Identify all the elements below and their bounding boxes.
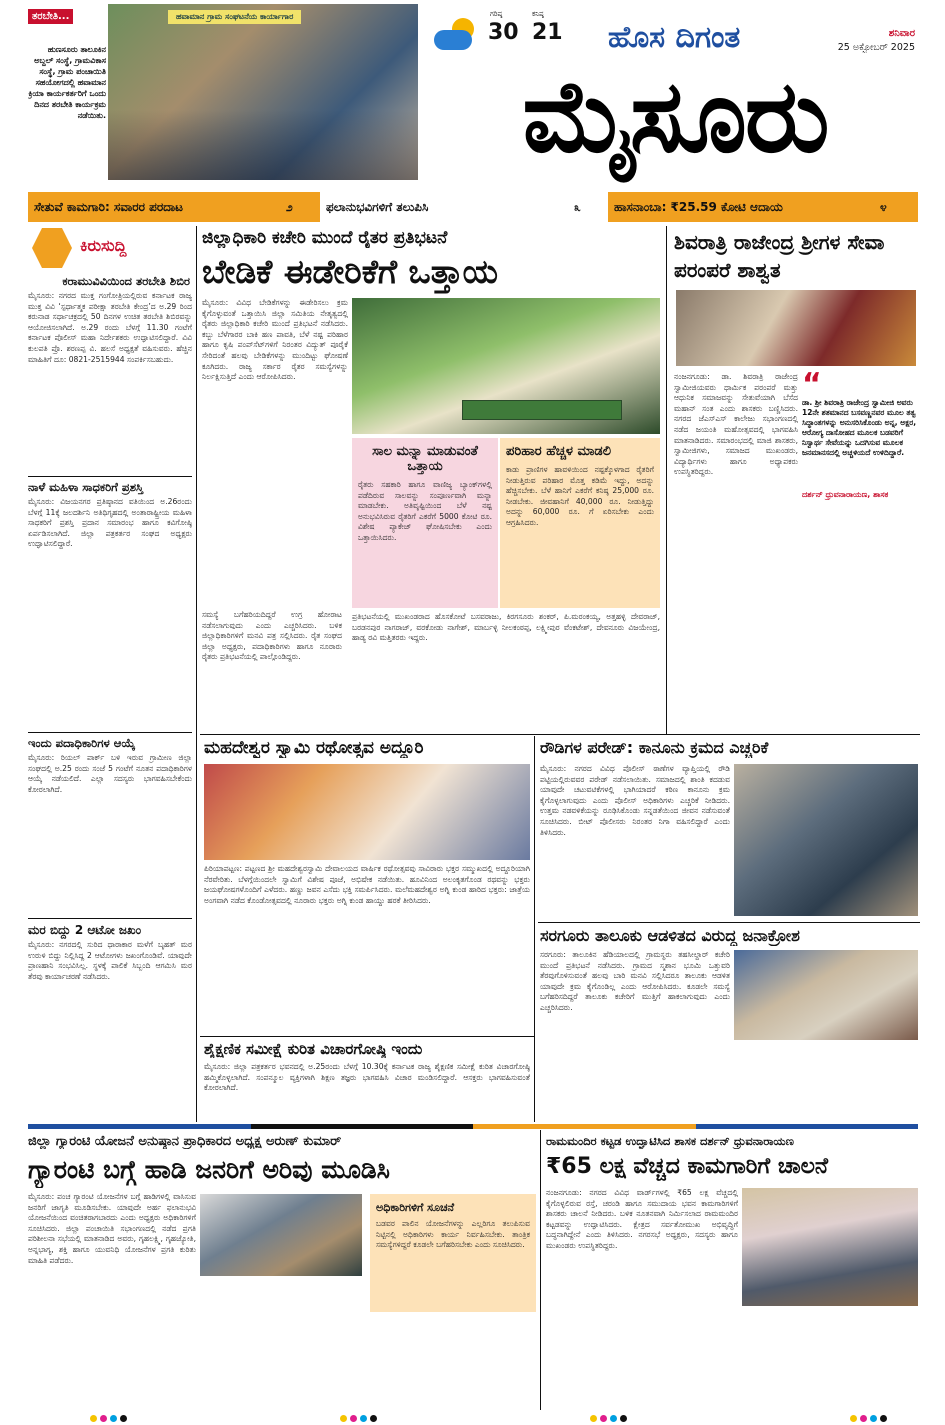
kirusuddi-brand: ಕಿರುಸುದ್ದಿ bbox=[80, 236, 127, 255]
ramamandir-photo bbox=[742, 1188, 918, 1306]
weather-min: 21 bbox=[532, 20, 563, 45]
promo-photo-banner: ಹವಾಮಾನ ಗ್ರಾಮ ಸಂಘಟನೆಯ ಕಾರ್ಯಾಗಾರ bbox=[168, 10, 301, 24]
guarantee-box bbox=[370, 1194, 536, 1312]
lead-box-compensation bbox=[500, 438, 660, 608]
registration-marks-right bbox=[590, 1415, 627, 1422]
lead-box-compensation-head: ಪರಿಹಾರ ಹೆಚ್ಚಳ ಮಾಡಲಿ bbox=[506, 444, 611, 459]
right-top-photo bbox=[676, 290, 916, 366]
kirusuddi-header bbox=[28, 226, 192, 274]
registration-marks-mid bbox=[340, 1415, 377, 1422]
lead-box-compensation-body: ಕಾಡು ಪ್ರಾಣಿಗಳ ಹಾವಳಿಯಿಂದ ನಷ್ಟಕ್ಕೊಳಗಾದ ರೈತರಿಗೆ ನೀಡುತ್ತಿರುವ ಪರಿಹಾರ ಮೊತ್ತ ಕಡಿಮೆ ಇದ್ದು, ಅದನ್ನು ಹೆಚ್ಚಿಸಬೇಕು. ಬೆಳೆ ಹಾನಿಗೆ ಎಕರೆಗೆ ಕನಿಷ್ಠ 25,000 ರೂ. ನೀಡಬೇಕು. ಜೀವಹಾನಿಗೆ 40,000 ರೂ. ನೀಡುತ್ತಿದ್ದು ಅದನ್ನು 60,000 ರೂ. ಗೆ ಏರಿಸಬೇಕು ಎಂದು ಆಗ್ರಹಿಸಿದರು. bbox=[506, 465, 654, 527]
mahadeshwara-body: ಪಿರಿಯಾಪಟ್ಟಣ: ಪಟ್ಟಣದ ಶ್ರೀ ಮಹದೇಶ್ವರಸ್ವಾಮಿ ದೇವಾಲಯದ ವಾರ್ಷಿಕ ರಥೋತ್ಸವವು ಸಾವಿರಾರು ಭಕ್ತರ ಸಮ್ಮುಖದಲ್ಲಿ ಅದ್ದೂರಿಯಾಗಿ ನೆರವೇರಿತು. ಬೆಳಗ್ಗೆಯಿಂದಲೇ ಸ್ವಾಮಿಗೆ ವಿಶೇಷ ಪೂಜೆ, ಅಭಿಷೇಕ ನಡೆಯಿತು. ಹೂವಿನಿಂದ ಅಲಂಕೃತಗೊಂಡ ರಥವನ್ನು ಭಕ್ತರು ಜಯಘೋಷಗಳೊಂದಿಗೆ ಎಳೆದರು. ಹಣ್ಣು ಜವನ ಎಸೆದು ಭಕ್ತಿ ಸಮರ್ಪಿಸಿದರು. ಮಲೆಮಹದೇಶ್ವರ ಅಗ್ನಿ ಕುಂಡ ಹಾರಿದ ಭಕ್ತರು: ಜಾತ್ರೆಯ ಅಂಗವಾಗಿ ನಡೆದ ಕೊಂಡೋತ್ಸವದಲ್ಲಿ ನೂರಾರು ಭಕ್ತರು ಅಗ್ನಿ ಕುಂಡ ಹಾಯ್ದು ಹರಕೆ ತೀರಿಸಿದರು. bbox=[204, 864, 530, 905]
weather-max-label: ಗರಿಷ್ಠ bbox=[490, 10, 503, 18]
right-top-body-cont bbox=[802, 512, 918, 732]
ticker-item-2[interactable]: ಫಲಾನುಭವಿಗಳಿಗೆ ತಲುಪಿಸಿ bbox=[320, 192, 568, 222]
ticker-page-3: ೪ bbox=[880, 200, 887, 214]
rowdy-photo bbox=[734, 764, 918, 916]
promo-block bbox=[28, 4, 106, 184]
ramamandir-kicker: ರಾಮಮಂದಿರ ಕಟ್ಟಡ ಉದ್ಘಾಟಿಸಿದ ಶಾಸಕ ದರ್ಶನ್ ಧ್ರುವನಾರಾಯಣ bbox=[546, 1134, 794, 1148]
lead-body-2: ಸಮಸ್ಯೆ ಬಗೆಹರಿಯದಿದ್ದರೆ ಉಗ್ರ ಹೋರಾಟ ನಡೆಸಲಾಗುವುದು ಎಂದು ಎಚ್ಚರಿಸಿದರು. ಬಳಿಕ ಜಿಲ್ಲಾಧಿಕಾರಿಗಳಿಗೆ ಮನವಿ ಪತ್ರ ಸಲ್ಲಿಸಿದರು. ರೈತ ಸಂಘದ ಜಿಲ್ಲಾ ಅಧ್ಯಕ್ಷರು, ಪದಾಧಿಕಾರಿಗಳು ಹಾಗೂ ನೂರಾರು ರೈತರು ಪ್ರತಿಭಟನೆಯಲ್ಲಿ ಪಾಲ್ಗೊಂಡಿದ್ದರು. bbox=[202, 610, 342, 662]
registration-marks-far bbox=[850, 1415, 887, 1422]
bottom-divider bbox=[28, 1124, 918, 1129]
saragur-body: ಸರಗೂರು: ತಾಲೂಕಿನ ಹೆಡಿಯಾಲದಲ್ಲಿ ಗ್ರಾಮಸ್ಥರು ತಹಸೀಲ್ದಾರ್ ಕಚೇರಿ ಮುಂದೆ ಪ್ರತಿಭಟನೆ ನಡೆಸಿದರು. ಗ್ರಾಮದ ಸ್ಮಶಾನ ಭೂಮಿ ಒತ್ತುವರಿ ತೆರವುಗೊಳಿಸುವಂತೆ ಹಲವು ಬಾರಿ ಮನವಿ ಸಲ್ಲಿಸಿದರೂ ತಾಲೂಕು ಆಡಳಿತ ಯಾವುದೇ ಕ್ರಮ ಕೈಗೊಂಡಿಲ್ಲ ಎಂದು ಆರೋಪಿಸಿದರು. ಕೂಡಲೇ ಸಮಸ್ಯೆ ಬಗೆಹರಿಸದಿದ್ದರೆ ತಾಲೂಕು ಕಚೇರಿಗೆ ಮುತ್ತಿಗೆ ಹಾಕಲಾಗುವುದು ಎಂದು ಎಚ್ಚರಿಸಿದರು. bbox=[540, 950, 730, 1012]
ticker-item-1[interactable]: ಸೇತುವೆ ಕಾಮಗಾರಿ: ಸವಾರರ ಪರದಾಟ bbox=[34, 200, 183, 214]
ramamandir-head: ₹65 ಲಕ್ಷ ವೆಚ್ಚದ ಕಾಮಗಾರಿಗೆ ಚಾಲನೆ bbox=[546, 1154, 828, 1179]
promo-photo bbox=[108, 4, 418, 180]
ticker-page-2: ೩ bbox=[568, 192, 608, 222]
guarantee-body-cont bbox=[200, 1280, 370, 1408]
ramamandir-body: ನಂಜನಗೂಡು: ನಗರದ ವಿವಿಧ ವಾರ್ಡ್‌ಗಳಲ್ಲಿ ₹65 ಲಕ್ಷ ವೆಚ್ಚದಲ್ಲಿ ಕೈಗೊಳ್ಳಲಿರುವ ರಸ್ತೆ, ಚರಂಡಿ ಹಾಗೂ ಸಮುದಾಯ ಭವನ ಕಾಮಗಾರಿಗಳಿಗೆ ಶಾಸಕರು ಚಾಲನೆ ನೀಡಿದರು. ಬಳಿಕ ನೂತನವಾಗಿ ನಿರ್ಮಿಸಲಾದ ರಾಮಮಂದಿರ ಕಟ್ಟಡವನ್ನು ಉದ್ಘಾಟಿಸಿದರು. ಕ್ಷೇತ್ರದ ಸರ್ವತೋಮುಖ ಅಭಿವೃದ್ಧಿಗೆ ಬದ್ಧನಾಗಿದ್ದೇನೆ ಎಂದು ತಿಳಿಸಿದರು. ನಗರಸಭೆ ಅಧ್ಯಕ್ಷರು, ಸದಸ್ಯರು ಹಾಗೂ ಮುಖಂಡರು ಉಪಸ್ಥಿತರಿದ್ದರು. bbox=[546, 1188, 738, 1250]
ticker-page-1: ೨ bbox=[286, 200, 293, 214]
brief-1-head: ಕರಾಮುವಿವಿಯಿಂದ ತರಬೇತಿ ಶಿಬಿರ bbox=[62, 274, 190, 288]
brief-2-head: ನಾಳೆ ಮಹಿಳಾ ಸಾಧಕರಿಗೆ ಪ್ರಶಸ್ತಿ bbox=[28, 480, 144, 494]
brief-4 bbox=[28, 922, 192, 1122]
brief-1-body: ಮೈಸೂರು: ನಗರದ ಮುಕ್ತ ಗಂಗೋತ್ರಿಯಲ್ಲಿರುವ ಕರ್ನಾಟಕ ರಾಜ್ಯ ಮುಕ್ತ ವಿವಿ ‘ಸ್ಪರ್ಧಾತ್ಮಕ ಪರೀಕ್ಷಾ ತರಬೇತಿ ಕೇಂದ್ರ’ದ ಅ.29 ರಿಂದ ಕರುನಾಡ ಸರ್ಧಾಚಕ್ರದಲ್ಲಿ 50 ದಿನಗಳ ಉಚಿತ ತರಬೇತಿ ಶಿಬಿರವನ್ನು ಆಯೋಜಿಸಲಾಗಿದೆ. ಅ.29 ರಂದು ಬೆಳಗ್ಗೆ 11.30 ಗಂಟೆಗೆ ಕರ್ನಾಟಕ ಪೊಲೀಸ್ ಮಹಾ ನಿರ್ದೇಶಕರು ಉದ್ಘಾಟಿಸಲಿದ್ದಾರೆ. ವಿವಿ ಕುಲಪತಿ ಪ್ರೊ. ಶರಣಪ್ಪ ವಿ. ಹಲಸೆ ಅಧ್ಯಕ್ಷತೆ ವಹಿಸುವರು. ಹೆಚ್ಚಿನ ಮಾಹಿತಿಗೆ ದೂ: 0821-2515944 ಸಂಪರ್ಕಿಸಬಹುದು. bbox=[28, 291, 192, 364]
sun-cloud-icon bbox=[434, 18, 478, 52]
guarantee-body: ಮೈಸೂರು: ಪಂಚ ಗ್ಯಾರಂಟಿ ಯೋಜನೆಗಳ ಬಗ್ಗೆ ಹಾಡಿಗಳಲ್ಲಿ ವಾಸಿಸುವ ಜನರಿಗೆ ಜಾಗೃತಿ ಮೂಡಿಸಬೇಕು. ಯಾವುದೇ ಅರ್ಹ ಫಲಾನುಭವಿ ಯೋಜನೆಯಿಂದ ವಂಚಿತರಾಗಬಾರದು ಎಂದು ಅಧ್ಯಕ್ಷರು ಅಧಿಕಾರಿಗಳಿಗೆ ಸೂಚಿಸಿದರು. ಜಿಲ್ಲಾ ಪಂಚಾಯಿತಿ ಸಭಾಂಗಣದಲ್ಲಿ ನಡೆದ ಪ್ರಗತಿ ಪರಿಶೀಲನಾ ಸಭೆಯಲ್ಲಿ ಮಾತನಾಡಿದ ಅವರು, ಗೃಹಲಕ್ಷ್ಮಿ, ಗೃಹಜ್ಯೋತಿ, ಅನ್ನಭಾಗ್ಯ, ಶಕ್ತಿ ಹಾಗೂ ಯುವನಿಧಿ ಯೋಜನೆಗಳ ಪ್ರಗತಿ ಕುರಿತು ಮಾಹಿತಿ ಪಡೆದರು. bbox=[28, 1192, 196, 1265]
weather bbox=[432, 10, 572, 58]
mahadeshwara-head: ಮಹದೇಶ್ವರ ಸ್ವಾಮಿ ರಥೋತ್ಸವ ಅದ್ದೂರಿ bbox=[204, 738, 424, 758]
brief-4-body: ಮೈಸೂರು: ನಗರದಲ್ಲಿ ಸುರಿದ ಧಾರಾಕಾರ ಮಳೆಗೆ ಬೃಹತ್ ಮರ ಉರುಳಿ ಬಿದ್ದು ನಿಲ್ಲಿಸಿದ್ದ 2 ಆಟೋಗಳು ಜಖಂಗೊಂಡಿವೆ. ಯಾವುದೇ ಪ್ರಾಣಹಾನಿ ಸಂಭವಿಸಿಲ್ಲ. ಸ್ಥಳಕ್ಕೆ ಪಾಲಿಕೆ ಸಿಬ್ಬಂದಿ ಆಗಮಿಸಿ ಮರ ತೆರವು ಕಾರ್ಯಾಚರಣೆ ನಡೆಸಿದರು. bbox=[28, 940, 192, 981]
right-top-quote-text: ಡಾ. ಶ್ರೀ ಶಿವರಾತ್ರಿ ರಾಜೇಂದ್ರ ಸ್ವಾಮೀಜಿ ಅವರು 12ನೇ ಶತಮಾನದ ಬಸವಣ್ಣನವರ ಮೂಲ ತತ್ವ ಸಿದ್ಧಾಂತಗಳನ್ನು ಅನುಸರಿಸಿಕೊಂಡು ಅನ್ನ, ಅಕ್ಷರ, ಆರೋಗ್ಯ ದಾಸೋಹದ ಮೂಲಕ ಬಡವರಿಗೆ ನಿಸ್ವಾರ್ಥ ಸೇವೆಯನ್ನು ಒದಗಿಸುವ ಮೂಲಕ ಜನಮಾನಸದಲ್ಲಿ ಅಚ್ಚಳಿಯದೆ ಉಳಿದಿದ್ದಾರೆ. bbox=[802, 398, 917, 457]
hand-icon bbox=[32, 228, 72, 268]
lead-headline: ಬೇಡಿಕೆ ಈಡೇರಿಕೆಗೆ ಒತ್ತಾಯ bbox=[202, 252, 499, 291]
brief-3-head: ಇಂದು ಪದಾಧಿಕಾರಿಗಳ ಆಯ್ಕೆ bbox=[28, 736, 136, 750]
brief-2 bbox=[28, 480, 192, 729]
ticker-item-3[interactable]: ಹಾಸನಾಂಬಾ: ₹25.59 ಕೋಟಿ ಆದಾಯ bbox=[614, 200, 783, 214]
saragur-head: ಸರಗೂರು ತಾಲೂಕು ಆಡಳಿತದ ವಿರುದ್ಧ ಜನಾಕ್ರೋಶ bbox=[540, 926, 800, 945]
brief-1 bbox=[28, 274, 192, 473]
right-top-quote-by: ದರ್ಶನ್ ಧ್ರುವನಾರಾಯಣ, ಶಾಸಕ bbox=[802, 490, 889, 499]
mahadeshwara-photo bbox=[204, 764, 530, 860]
promo-tag: ತರಬೇತಿ... bbox=[28, 9, 73, 24]
right-top-quote bbox=[802, 372, 918, 508]
right-top-body: ನಂಜನಗೂಡು: ಡಾ. ಶಿವರಾತ್ರಿ ರಾಜೇಂದ್ರ ಸ್ವಾಮೀಜಿಯವರು ಧಾರ್ಮಿಕ ಪರಂಪರೆ ಮತ್ತು ಆಧುನಿಕ ಸಮಾಜವನ್ನು ಸೇತುವೆಯಾಗಿ ಬೆಸೆದ ಮಹಾನ್ ಸಂತ ಎಂದು ಶಾಸಕರು ಬಣ್ಣಿಸಿದರು. ನಗರದ ಜೆಎಸ್‌ಎಸ್ ಕಾಲೇಜು ಸಭಾಂಗಣದಲ್ಲಿ ನಡೆದ ಜಯಂತಿ ಮಹೋತ್ಸವದಲ್ಲಿ ಭಾಗವಹಿಸಿ ಮಾತನಾಡಿದರು. ಸಮಾರಂಭದಲ್ಲಿ ಮಾಜಿ ಶಾಸಕರು, ಸ್ವಾಮೀಜಿಗಳು, ಸಮಾಜದ ಮುಖಂಡರು, ವಿದ್ಯಾರ್ಥಿಗಳು ಹಾಗೂ ಅಧ್ಯಾಪಕರು ಉಪಸ್ಥಿತರಿದ್ದರು. bbox=[674, 372, 798, 477]
issue-day: ಶನಿವಾರ bbox=[888, 28, 915, 39]
lead-box-loan-body: ರೈತರು ಸಹಕಾರಿ ಹಾಗೂ ವಾಣಿಜ್ಯ ಬ್ಯಾಂಕ್‌ಗಳಲ್ಲಿ ಪಡೆದಿರುವ ಸಾಲವನ್ನು ಸಂಪೂರ್ಣವಾಗಿ ಮನ್ನಾ ಮಾಡಬೇಕು. ಅತಿವೃಷ್ಟಿಯಿಂದ ಬೆಳೆ ನಷ್ಟ ಅನುಭವಿಸಿರುವ ರೈತರಿಗೆ ಎಕರೆಗೆ 5000 ಕೋಟಿ ರೂ. ವಿಶೇಷ ಪ್ಯಾಕೇಜ್ ಘೋಷಿಸಬೇಕು ಎಂದು ಒತ್ತಾಯಿಸಿದರು. bbox=[358, 480, 492, 542]
lead-box-loan bbox=[352, 438, 498, 608]
lead-box-loan-head: ಸಾಲ ಮನ್ನಾ ಮಾಡುವಂತೆ ಒತ್ತಾಯ bbox=[372, 444, 478, 474]
promo-text: ಹುಣಸೂರು ತಾಲೂಕಿನ ಅಬ್ದಲ್ ಸಂಸ್ಥೆ, ಗ್ರಾಮವಿಕಾಸ ಸಂಸ್ಥೆ, ಗ್ರಾಮ ಪಂಚಾಯಿತಿ ಸಹಯೋಗದಲ್ಲಿ ಹವಾಮಾನ ಕ್ರಿಯಾ ಕಾರ್ಯಕರ್ತರಿಗೆ ಒಂದು ದಿನದ ತರಬೇತಿ ಕಾರ್ಯಕ್ರಮ ನಡೆಯಿತು. bbox=[28, 45, 106, 120]
registration-marks-left bbox=[90, 1415, 127, 1422]
guarantee-photo bbox=[200, 1194, 362, 1276]
issue-date: 25 ಅಕ್ಟೋಬರ್ 2025 bbox=[837, 42, 915, 53]
right-top-headline: ಶಿವರಾತ್ರಿ ರಾಜೇಂದ್ರ ಶ್ರೀಗಳ ಸೇವಾ ಪರಂಪರೆ ಶಾಶ್ವತ bbox=[674, 230, 885, 282]
lead-photo bbox=[352, 298, 660, 434]
weather-min-label: ಕನಿಷ್ಠ bbox=[532, 10, 544, 18]
guarantee-box-head: ಅಧಿಕಾರಿಗಳಿಗೆ ಸೂಚನೆ bbox=[376, 1201, 455, 1214]
brand-logo: ಹೊಸ ದಿಗಂತ bbox=[608, 20, 741, 55]
brief-2-body: ಮೈಸೂರು: ವಿಜಯನಗರ ಪ್ರತಿಷ್ಠಾನದ ವತಿಯಿಂದ ಅ.26ರಂದು ಬೆಳಗ್ಗೆ 11ಕ್ಕೆ ಜಲದರ್ಶಿನಿ ಅತಿಥಿಗೃಹದಲ್ಲಿ ಅಂತಾರಾಷ್ಟ್ರೀಯ ಮಹಿಳಾ ಸಾಧಕರಿಗೆ ಪ್ರಶಸ್ತಿ ಪ್ರದಾನ ಸಮಾರಂಭ ಹಾಗೂ ಕವಿಗೋಷ್ಠಿ ಏರ್ಪಡಿಸಲಾಗಿದೆ. ಜಿಲ್ಲಾ ಪತ್ರಕರ್ತರ ಸಂಘದ ಅಧ್ಯಕ್ಷರು ಉದ್ಘಾಟಿಸಲಿದ್ದಾರೆ. bbox=[28, 497, 192, 549]
city-title: ಮೈಸೂರು bbox=[522, 58, 828, 175]
seminar-head: ಶೈಕ್ಷಣಿಕ ಸಮೀಕ್ಷೆ ಕುರಿತ ವಿಚಾರಗೋಷ್ಠಿ ಇಂದು bbox=[204, 1040, 423, 1058]
guarantee-head: ಗ್ಯಾರಂಟಿ ಬಗ್ಗೆ ಹಾಡಿ ಜನರಿಗೆ ಅರಿವು ಮೂಡಿಸಿ bbox=[28, 1155, 390, 1184]
lead-body-1: ಮೈಸೂರು: ವಿವಿಧ ಬೇಡಿಕೆಗಳನ್ನು ಈಡೇರಿಸಲು ಕ್ರಮ ಕೈಗೊಳ್ಳುವಂತೆ ಒತ್ತಾಯಿಸಿ ಜಿಲ್ಲಾ ಸಮಿತಿಯ ನೇತೃತ್ವದಲ್ಲಿ ರೈತರು ಜಿಲ್ಲಾಧಿಕಾರಿ ಕಚೇರಿ ಮುಂದೆ ಪ್ರತಿಭಟನೆ ನಡೆಸಿದರು. ಕಬ್ಬು ಬೆಳೆಗಾರರ ಬಾಕಿ ಹಣ ಪಾವತಿ, ಬೆಳೆ ನಷ್ಟ ಪರಿಹಾರ ಹಾಗೂ ಕೃಷಿ ಪಂಪ್‌ಸೆಟ್‌ಗಳಿಗೆ ನಿರಂತರ ವಿದ್ಯುತ್ ಪೂರೈಕೆ ಸೇರಿದಂತೆ ಹಲವು ಬೇಡಿಕೆಗಳನ್ನು ಮುಂದಿಟ್ಟು ಘೋಷಣೆ ಕೂಗಿದರು. ರಾಜ್ಯ ಸರ್ಕಾರ ರೈತರ ಸಮಸ್ಯೆಗಳನ್ನು ನಿರ್ಲಕ್ಷಿಸುತ್ತಿದೆ ಎಂದು ಆರೋಪಿಸಿದರು. bbox=[202, 298, 348, 382]
weather-max: 30 bbox=[488, 20, 519, 45]
saragur-photo bbox=[734, 950, 918, 1040]
brief-3-body: ಮೈಸೂರು: ರಿಯಲ್‌ ಪಾರ್ಕ್ ಬಳಿ ಇರುವ ಗ್ರಾಮೀಣ ಜಿಲ್ಲಾ ಸಂಘದಲ್ಲಿ ಅ.25 ರಂದು ಸಂಜೆ 5 ಗಂಟೆಗೆ ನೂತನ ಪದಾಧಿಕಾರಿಗಳ ಆಯ್ಕೆ ನಡೆಯಲಿದೆ. ಎಲ್ಲಾ ಸದಸ್ಯರು ಭಾಗವಹಿಸಬೇಕೆಂದು ಕೋರಲಾಗಿದೆ. bbox=[28, 753, 192, 794]
guarantee-kicker: ಜಿಲ್ಲಾ ಗ್ಯಾರಂಟಿ ಯೋಜನೆ ಅನುಷ್ಠಾನ ಪ್ರಾಧಿಕಾರದ ಅಧ್ಯಕ್ಷ ಅರುಣ್ ಕುಮಾರ್ bbox=[28, 1134, 342, 1149]
quote-icon: “ bbox=[802, 372, 822, 402]
lead-kicker: ಜಿಲ್ಲಾಧಿಕಾರಿ ಕಚೇರಿ ಮುಂದೆ ರೈತರ ಪ್ರತಿಭಟನೆ bbox=[202, 228, 448, 248]
rowdy-head: ರೌಡಿಗಳ ಪರೇಡ್: ಕಾನೂನು ಕ್ರಮದ ಎಚ್ಚರಿಕೆ bbox=[540, 738, 769, 757]
lead-body-3: ಪ್ರತಿಭಟನೆಯಲ್ಲಿ ಮುಖಂಡರಾದ ಹೊಸಕೋಟೆ ಬಸವರಾಜು, ಕಿರಗಸೂರು ಶಂಕರ್, ಪಿ.ಮರಂಕಯ್ಯ, ಅತ್ತಹಳ್ಳಿ ದೇವರಾಜ್, ಬರಡನಪುರ ನಾಗರಾಜ್, ವರಕೋಡು ನಾಗೇಶ್, ಮಾರ್ಬಳ್ಳಿ ನೀಲಕಂಠಪ್ಪ, ಲಕ್ಷ್ಮೀಪುರ ವೆಂಕಟೇಶ್, ದೇವನೂರು ವಿಜಯೇಂದ್ರ, ಹಾಡ್ಯ ರವಿ ಮತ್ತಿತರರು ಇದ್ದರು. bbox=[352, 612, 660, 643]
brief-3 bbox=[28, 736, 192, 915]
ticker-bar bbox=[28, 192, 918, 222]
rowdy-body: ಮೈಸೂರು: ನಗರದ ವಿವಿಧ ಪೊಲೀಸ್ ಠಾಣೆಗಳ ವ್ಯಾಪ್ತಿಯಲ್ಲಿ ರೌಡಿ ಪಟ್ಟಿಯಲ್ಲಿರುವವರ ಪರೇಡ್ ನಡೆಸಲಾಯಿತು. ಸಮಾಜದಲ್ಲಿ ಶಾಂತಿ ಕದಡುವ ಯಾವುದೇ ಚಟುವಟಿಕೆಗಳಲ್ಲಿ ಭಾಗಿಯಾದರೆ ಕಠಿಣ ಕಾನೂನು ಕ್ರಮ ಕೈಗೊಳ್ಳಲಾಗುವುದು ಎಂದು ಪೊಲೀಸ್ ಅಧಿಕಾರಿಗಳು ಎಚ್ಚರಿಕೆ ನೀಡಿದರು. ಉತ್ತಮ ನಡವಳಿಕೆಯನ್ನು ರೂಢಿಸಿಕೊಂಡು ಸನ್ನಡತೆಯಿಂದ ಜೀವನ ನಡೆಸುವಂತೆ ಸೂಚಿಸಿದರು. ಬೀಟ್ ಪೊಲೀಸರು ನಿರಂತರ ನಿಗಾ ವಹಿಸಲಿದ್ದಾರೆ ಎಂದು ತಿಳಿಸಿದರು. bbox=[540, 764, 730, 837]
brief-4-head: ಮರ ಬಿದ್ದು 2 ಆಟೋ ಜಖಂ bbox=[28, 923, 142, 937]
guarantee-box-body: ಬಡವರ ಪಾಲಿನ ಯೋಜನೆಗಳನ್ನು ಎಲ್ಲರಿಗೂ ತಲುಪಿಸುವ ನಿಟ್ಟಿನಲ್ಲಿ ಅಧಿಕಾರಿಗಳು ಕಾರ್ಯ ನಿರ್ವಹಿಸಬೇಕು. ತಾಂತ್ರಿಕ ಸಮಸ್ಯೆಗಳಿದ್ದರೆ ಕೂಡಲೇ ಬಗೆಹರಿಸಬೇಕು ಎಂದು ಸೂಚಿಸಿದರು. bbox=[376, 1219, 530, 1250]
seminar-body: ಮೈಸೂರು: ಜಿಲ್ಲಾ ಪತ್ರಕರ್ತರ ಭವನದಲ್ಲಿ ಅ.25ರಂದು ಬೆಳಗ್ಗೆ 10.30ಕ್ಕೆ ಕರ್ನಾಟಕ ರಾಜ್ಯ ಶೈಕ್ಷಣಿಕ ಸಮೀಕ್ಷೆ ಕುರಿತ ವಿಚಾರಗೋಷ್ಠಿ ಹಮ್ಮಿಕೊಳ್ಳಲಾಗಿದೆ. ಸಂಪನ್ಮೂಲ ವ್ಯಕ್ತಿಗಳಾಗಿ ಶಿಕ್ಷಣ ತಜ್ಞರು ಭಾಗವಹಿಸಿ ವಿಚಾರ ಮಂಡಿಸಲಿದ್ದಾರೆ. ಆಸಕ್ತರು ಭಾಗವಹಿಸುವಂತೆ ಕೋರಲಾಗಿದೆ. bbox=[204, 1062, 530, 1093]
left-column bbox=[28, 226, 192, 1122]
